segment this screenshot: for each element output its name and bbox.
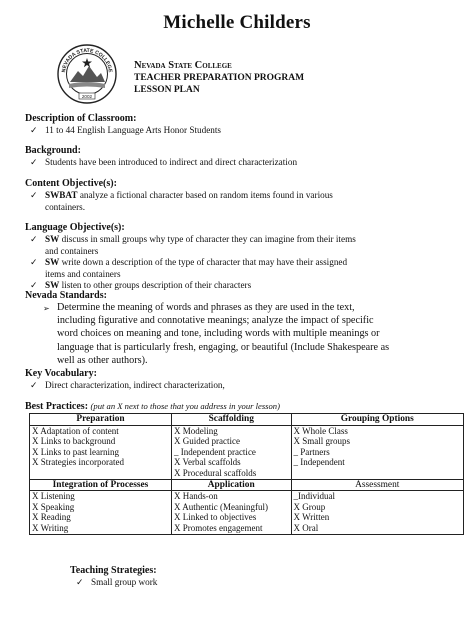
seal-year: 2002 bbox=[81, 94, 93, 99]
language-objective-item: ✓ SW write down a description of the type of character that may have their assigned items and containers bbox=[30, 257, 348, 279]
table-cell: X Hands-on X Authentic (Meaningful) X Linked to objectives X Promotes engagement bbox=[171, 491, 291, 534]
best-practices-note: (put an X next to those that you address in your lesson) bbox=[90, 401, 280, 411]
table-cell: X Modeling X Guided practice _ Independent practice X Verbal scaffolds X Procedural scaffolds bbox=[171, 425, 291, 479]
seal-text: NEVADA STATE COLLEGE bbox=[61, 47, 113, 73]
table-cell: X Adaptation of content X Links to background X Links to past learning X Strategies incorporated bbox=[30, 425, 172, 479]
vocab-item: ✓ Direct characterization, indirect characterization, bbox=[30, 380, 225, 390]
college-name: Nevada State College bbox=[134, 60, 232, 71]
table-cell: _Individual X Group X Written X Oral bbox=[291, 491, 464, 534]
checkmark-icon: ✓ bbox=[30, 257, 38, 267]
column-header: Preparation bbox=[30, 414, 172, 426]
column-header: Application bbox=[171, 479, 291, 491]
checkmark-icon: ✓ bbox=[30, 157, 38, 167]
best-practices-table bbox=[29, 413, 464, 535]
language-objective-heading: Language Objective(s): bbox=[25, 222, 125, 233]
checkmark-icon: ✓ bbox=[30, 380, 38, 390]
classroom-heading: Description of Classroom: bbox=[25, 113, 137, 124]
content-objective-item: ✓ SWBAT analyze a fictional character based on random items found in various containers. bbox=[30, 190, 333, 212]
column-header: Integration of Processes bbox=[30, 479, 172, 491]
background-item: ✓ Students have been introduced to indirect and direct characterization bbox=[30, 157, 298, 167]
vocab-heading: Key Vocabulary: bbox=[25, 368, 97, 379]
checkmark-icon: ✓ bbox=[30, 125, 38, 135]
table-row bbox=[30, 425, 464, 479]
teaching-strategies-item: ✓ Small group work bbox=[76, 577, 158, 587]
language-objective-item: ✓ SW listen to other groups description of their characters bbox=[30, 280, 252, 290]
table-header-row bbox=[30, 479, 464, 491]
college-block bbox=[134, 60, 304, 96]
classroom-item: ✓ 11 to 44 English Language Arts Honor Students bbox=[30, 125, 221, 135]
bullet-icon: ➢ bbox=[43, 304, 50, 313]
column-header: Assessment bbox=[291, 479, 464, 491]
document-type: LESSON PLAN bbox=[134, 85, 200, 95]
teaching-strategies-heading: Teaching Strategies: bbox=[70, 565, 157, 576]
table-cell: X Listening X Speaking X Reading X Writing bbox=[30, 491, 172, 534]
table-cell: X Whole Class X Small groups _ Partners _ Independent bbox=[291, 425, 464, 479]
checkmark-icon: ✓ bbox=[30, 190, 38, 200]
best-practices-heading: Best Practices: (put an X next to those that you address in your lesson) bbox=[25, 401, 280, 412]
standards-heading: Nevada Standards: bbox=[25, 290, 107, 301]
checkmark-icon: ✓ bbox=[30, 280, 38, 290]
column-header: Grouping Options bbox=[291, 414, 464, 426]
table-row bbox=[30, 491, 464, 534]
author-name: Michelle Childers bbox=[163, 12, 311, 33]
table-header-row bbox=[30, 414, 464, 426]
language-objective-item: ✓ SW discuss in small groups why type of character they can imagine from their items and containers bbox=[30, 234, 356, 256]
checkmark-icon: ✓ bbox=[30, 234, 38, 244]
background-heading: Background: bbox=[25, 145, 81, 156]
program-name: TEACHER PREPARATION PROGRAM bbox=[134, 73, 305, 83]
college-seal-icon bbox=[57, 44, 117, 104]
content-objective-heading: Content Objective(s): bbox=[25, 178, 117, 189]
column-header: Scaffolding bbox=[171, 414, 291, 426]
checkmark-icon: ✓ bbox=[76, 577, 84, 587]
standards-text: ➢ Determine the meaning of words and phrases as they are used in the text, including figurative and connotative meanings; analyze the impact of specific word choices on meaning and tone, including words with multiple meanings or language that is particularly fresh, engaging, or beautiful (Include Shakespeare as well as other authors). bbox=[43, 302, 390, 366]
